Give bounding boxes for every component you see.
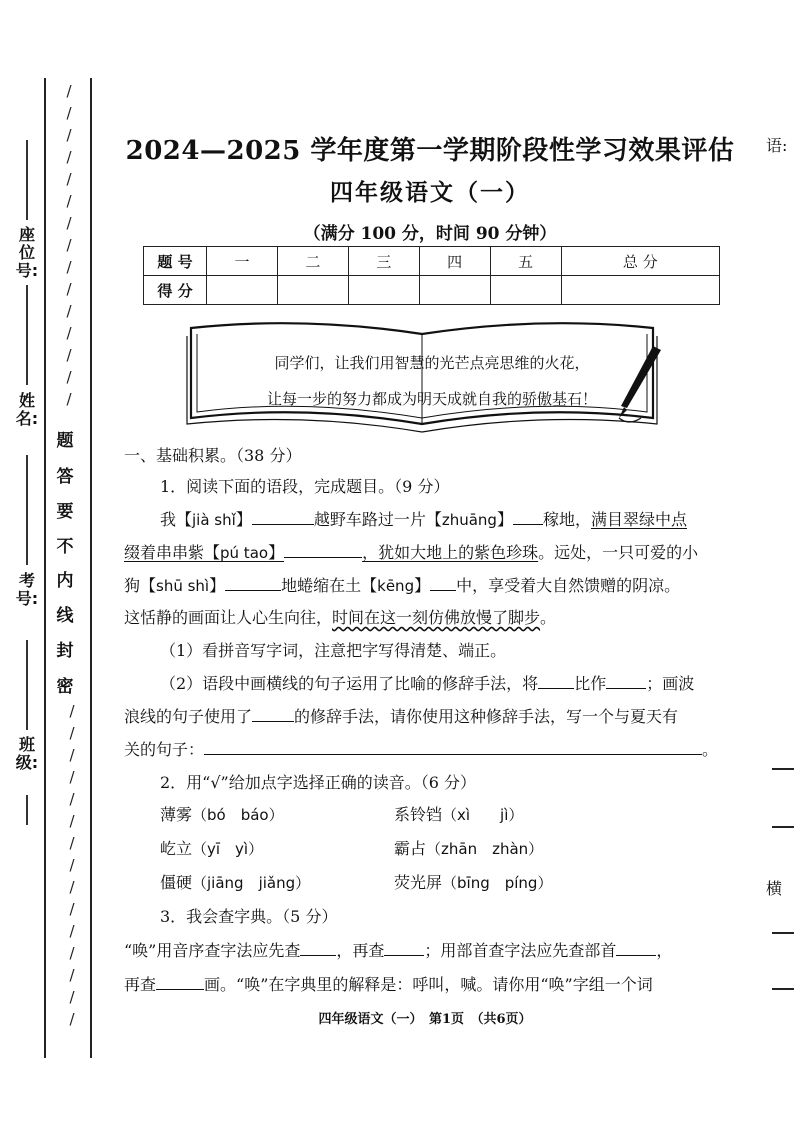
answer-blank[interactable] [538, 674, 574, 689]
binding-slash: / [66, 170, 72, 188]
score-table-col-header: 总 分 [561, 247, 719, 276]
class-field-line[interactable] [26, 640, 28, 730]
page-subtitle: 四年级语文（一） [330, 179, 530, 206]
seal-char: 封 [56, 641, 74, 661]
dotted-word: 屹立 [160, 839, 193, 858]
binding-slash: / [69, 790, 75, 808]
text-span: 浪线的句子使用了 [124, 707, 253, 726]
binding-slash: / [69, 878, 75, 896]
score-table [143, 246, 720, 305]
right-edge-line [772, 932, 794, 934]
score-table-col-header: 四 [419, 247, 490, 276]
text-span: 】 [414, 576, 431, 595]
reading-item[interactable] [394, 836, 543, 859]
answer-blank[interactable] [616, 941, 656, 956]
binding-slash: / [66, 346, 72, 364]
text-span: 越野车路过一片【 [313, 510, 442, 529]
page-footer: 四年级语文（一） 第1页 （共6页） [318, 1012, 532, 1027]
answer-blank[interactable] [252, 510, 314, 525]
passage-line-1 [160, 507, 687, 530]
subquestion-1: （1）看拼音写字词，注意把字写得清楚、端正。 [160, 641, 507, 660]
text-span: 画。“唤”在字典里的解释是：呼叫，喊。请你用“唤”字组一个词 [204, 975, 653, 994]
text-span: ；画波 [646, 674, 695, 693]
name-label: 姓名: [15, 391, 39, 428]
text-span: 的修辞手法，请你使用这种修辞手法，写一个与夏天有 [294, 707, 679, 726]
text-span: 。 [702, 740, 719, 759]
pinyin-prompt: jià shǐ [192, 511, 236, 529]
dotted-word: 系铃铛 [394, 805, 443, 824]
binding-slash: / [66, 192, 72, 210]
score-note: （满分 100 分，时间 90 分钟） [303, 224, 557, 244]
binding-slash: / [69, 856, 75, 874]
text-span: 我【 [160, 510, 193, 529]
dictionary-line-1 [124, 938, 672, 961]
text-span: 中，享受着大自然馈赠的阴凉。 [456, 576, 681, 595]
score-cell[interactable] [207, 276, 278, 305]
pinyin-prompt: zhuāng [441, 511, 497, 529]
text-span: 】 [235, 510, 252, 529]
binding-slash: / [66, 390, 72, 408]
passage-line-3 [124, 573, 680, 596]
underlined-simile: 满目翠绿中点 [590, 510, 687, 529]
pinyin-options[interactable]: （jiāng jiǎng） [192, 874, 311, 892]
slash-column-left [59, 80, 79, 410]
binding-slash: / [66, 280, 72, 298]
seat-label: 座位号: [15, 225, 39, 280]
class-label: 班级: [15, 735, 39, 772]
right-edge-line [772, 826, 794, 828]
slash-column-right [62, 700, 82, 1030]
right-edge-line [772, 768, 794, 770]
binding-line-inner [90, 78, 92, 1058]
binding-slash: / [69, 988, 75, 1006]
exam-no-label: 考号: [15, 571, 39, 608]
dictionary-line-2 [124, 972, 653, 995]
pinyin-options[interactable]: （bó báo） [192, 806, 284, 824]
seal-char: 内 [56, 571, 74, 591]
score-cell[interactable] [490, 276, 561, 305]
binding-slash: / [66, 148, 72, 166]
answer-blank[interactable] [252, 707, 294, 722]
pinyin-options[interactable]: （yī yì） [192, 840, 264, 858]
right-edge-text: 横 [766, 879, 783, 898]
score-cell[interactable] [561, 276, 719, 305]
pinyin-options[interactable]: （bīng píng） [442, 874, 553, 892]
binding-slash: / [66, 104, 72, 122]
binding-slash: / [66, 126, 72, 144]
binding-slash: / [66, 236, 72, 254]
pinyin-prompt: kēng [377, 577, 415, 595]
seal-char: 线 [56, 606, 74, 626]
text-span: 。 [540, 608, 557, 627]
answer-blank[interactable] [384, 941, 424, 956]
banner-line-1: 同学们，让我们用智慧的光芒点亮思维的火花， [274, 354, 590, 372]
text-span: 这恬静的画面让人心生向往， [124, 608, 333, 627]
question-heading: 3．我会查字典。（5 分） [160, 907, 338, 926]
seat-field-line[interactable] [26, 140, 28, 220]
binding-slash: / [66, 368, 72, 386]
dotted-word: 僵硬 [160, 873, 193, 892]
text-span: 比作 [574, 674, 607, 693]
score-cell[interactable] [277, 276, 348, 305]
pinyin-options[interactable]: （zhān zhàn） [426, 840, 544, 858]
seal-char: 要 [56, 502, 74, 522]
answer-blank[interactable] [513, 510, 543, 525]
reading-item[interactable] [394, 802, 523, 825]
underlined-simile: 缀着串串紫【 [124, 543, 221, 562]
text-span: 稼地， [542, 510, 591, 529]
seal-char: 答 [56, 467, 74, 487]
text-span: 】 [209, 576, 226, 595]
dotted-word: 荧光屏 [394, 873, 443, 892]
score-table-row-label: 题 号 [144, 247, 207, 276]
binding-slash: / [69, 746, 75, 764]
binding-slash: / [66, 82, 72, 100]
subquestion-2-line-1 [160, 671, 694, 694]
text-span: 地蜷缩在土【 [281, 576, 378, 595]
seal-char: 密 [56, 677, 74, 697]
reading-item[interactable] [160, 836, 263, 859]
text-span: ，再查 [336, 941, 385, 960]
page-title: 2024—2025 学年度第一学期阶段性学习效果评估 [125, 136, 735, 166]
binding-slash: / [69, 944, 75, 962]
pinyin-options[interactable]: （xì jì） [442, 806, 524, 824]
reading-item[interactable] [394, 870, 552, 893]
binding-slash: / [69, 1010, 75, 1028]
banner-line-2: 让每一步的努力都成为明天成就自我的骄傲基石！ [266, 390, 597, 408]
text-span: 。远处，一只可爱的小 [538, 543, 699, 562]
binding-slash: / [66, 302, 72, 320]
dotted-word: 霸占 [394, 839, 427, 858]
score-table-col-header: 三 [348, 247, 419, 276]
score-table-col-header: 二 [277, 247, 348, 276]
text-span: ；用部首查字法应先查部首 [424, 941, 617, 960]
answer-blank[interactable] [225, 576, 281, 591]
text-span: 再查 [124, 975, 157, 994]
question-heading: 2．用“√”给加点字选择正确的读音。（6 分） [160, 773, 477, 792]
score-table-col-header: 五 [490, 247, 561, 276]
class-field-line-lower[interactable] [26, 795, 28, 825]
score-cell[interactable] [348, 276, 419, 305]
question-heading: 1．阅读下面的语段，完成题目。（9 分） [160, 477, 450, 496]
pinyin-prompt: shū shì [156, 577, 210, 595]
text-span: 狗【 [124, 576, 157, 595]
text-span: 】 [496, 510, 513, 529]
reading-item[interactable] [160, 802, 284, 825]
binding-slash: / [69, 724, 75, 742]
binding-slash: / [69, 966, 75, 984]
subquestion-2-line-3 [124, 737, 718, 760]
answer-blank[interactable] [156, 975, 204, 990]
book-banner [183, 322, 661, 434]
binding-line-outer [44, 78, 46, 1058]
text-span: ， [656, 941, 673, 960]
binding-slash: / [66, 258, 72, 276]
dotted-word: 薄雾 [160, 805, 193, 824]
answer-blank[interactable] [284, 543, 362, 558]
underlined-simile: 】 [268, 543, 285, 562]
score-table-col-header: 一 [207, 247, 278, 276]
answer-blank[interactable] [300, 941, 336, 956]
answer-blank[interactable] [204, 740, 702, 755]
text-span: （2）语段中画横线的句子运用了比喻的修辞手法，将 [160, 674, 539, 693]
subquestion-2-line-2 [124, 704, 678, 727]
binding-slash: / [69, 922, 75, 940]
binding-slash: / [66, 324, 72, 342]
binding-slash: / [69, 768, 75, 786]
underlined-simile: ，犹如大地上的紫色珍珠 [362, 543, 539, 562]
text-span: 关的句子： [124, 740, 205, 759]
text-span: “唤”用音序查字法应先查 [124, 941, 301, 960]
reading-item[interactable] [160, 870, 310, 893]
passage-line-2 [124, 540, 698, 563]
binding-slash: / [69, 834, 75, 852]
passage-line-4 [124, 605, 556, 628]
wavy-underlined-sentence: 时间在这一刻仿佛放慢了脚步 [332, 608, 541, 627]
section-heading: 一、基础积累。（38 分） [124, 446, 302, 465]
right-edge-text: 语: [766, 136, 788, 155]
answer-blank[interactable] [430, 576, 456, 591]
right-edge-line [772, 988, 794, 990]
seal-char: 题 [56, 431, 74, 451]
answer-blank[interactable] [606, 674, 646, 689]
pinyin-prompt: pú tao [220, 544, 269, 562]
binding-slash: / [69, 702, 75, 720]
seal-char: 不 [56, 537, 74, 557]
binding-slash: / [66, 214, 72, 232]
binding-slash: / [69, 812, 75, 830]
score-table-row-label: 得 分 [144, 276, 207, 305]
score-cell[interactable] [419, 276, 490, 305]
exam-no-field-line[interactable] [26, 455, 28, 565]
binding-slash: / [69, 900, 75, 918]
name-field-line[interactable] [26, 285, 28, 385]
